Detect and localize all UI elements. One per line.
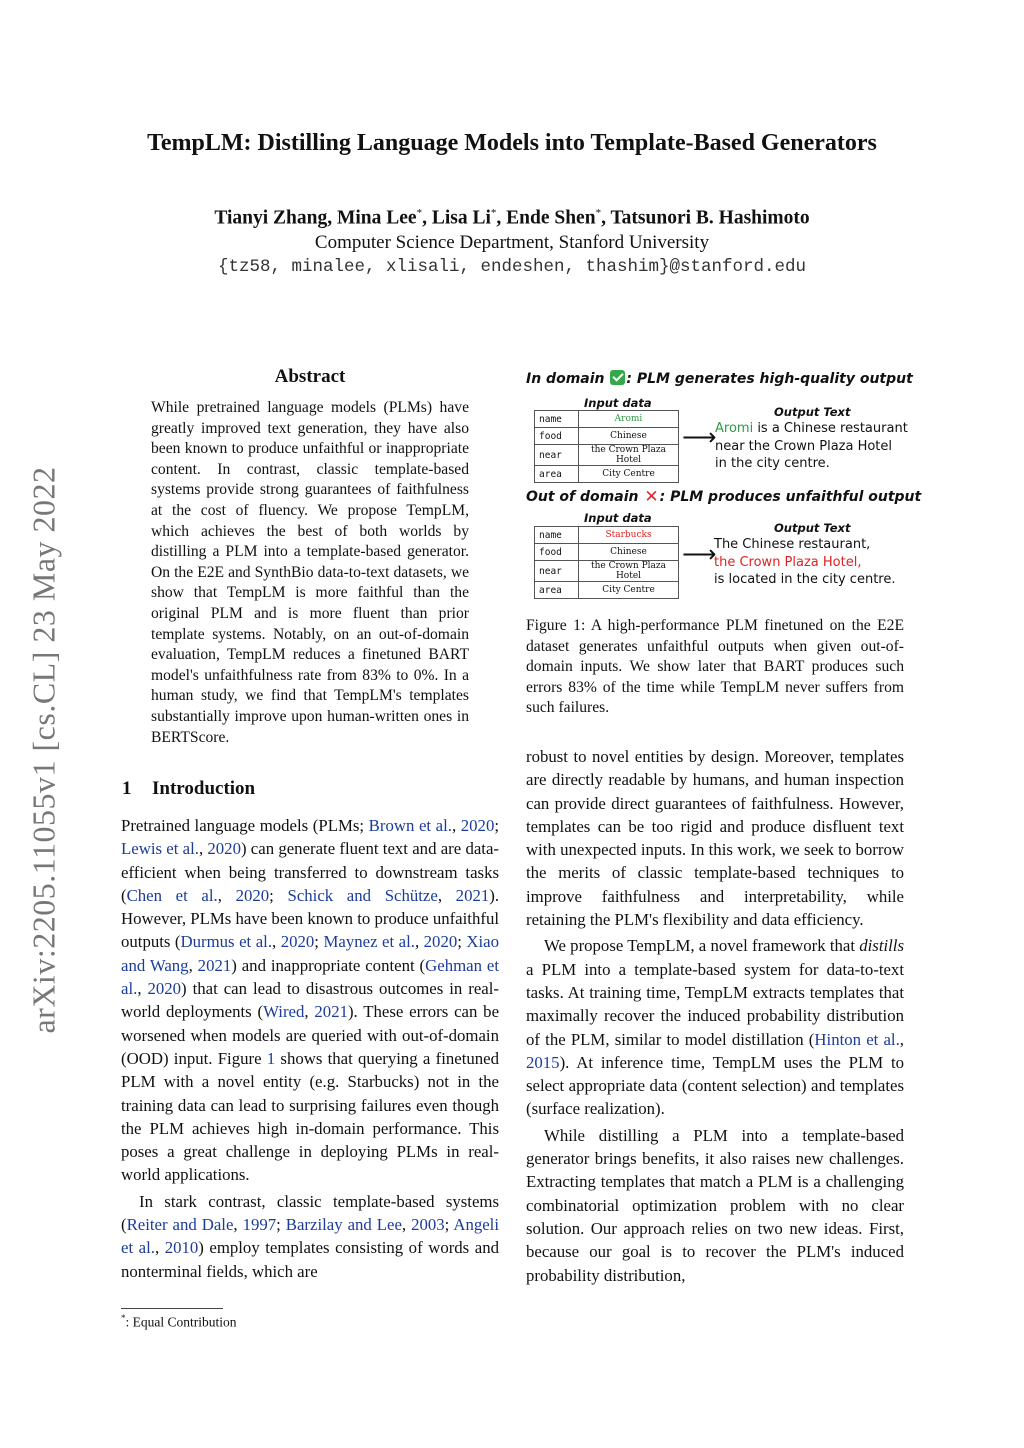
text-run: In stark contrast, classic template-based systems ( (121, 1191, 499, 1235)
citation-link[interactable]: Gehman et al. (121, 955, 499, 999)
table-row (535, 428, 679, 445)
citation-link[interactable]: 2010 (164, 1238, 199, 1258)
text-run: , (188, 955, 198, 975)
text-run: robust to novel entities by design. Moreover, templates are directly readable by humans, and human inspection can provide direct guarantees of faithfulness. However, templates can be too rigid and produce disfluent text with unexpected inputs. In this work, we seek to borrow the merits of classic template-based techniques to improve faithfulness and interpretability, while retaining the PLM's flexibility and data efficiency. (526, 747, 904, 930)
paragraph (121, 1190, 499, 1283)
citation-link[interactable]: Reiter and Dale (126, 1215, 234, 1235)
author: Mina Lee (336, 207, 417, 229)
affiliation: Computer Science Department, Stanford University (314, 232, 710, 253)
citation-link[interactable]: 2021 (314, 1002, 348, 1022)
table-row (535, 544, 679, 561)
arrow-icon: ⟶ (682, 423, 717, 451)
citation-link[interactable]: Durmus et al. (180, 932, 273, 952)
field-value: City Centre (579, 582, 679, 599)
section-number: 1 (122, 778, 132, 799)
citation-link[interactable]: Barzilay and Lee (285, 1215, 402, 1235)
field-key: area (535, 582, 579, 599)
text-run: , (401, 1215, 412, 1235)
field-key: food (535, 544, 579, 561)
field-key: food (535, 428, 579, 445)
text-run: , (198, 839, 208, 859)
text-run: , (233, 1215, 243, 1235)
text-run: , (437, 885, 456, 905)
cross-icon: ✕ (644, 487, 659, 507)
field-key: name (535, 527, 579, 544)
text-run: ; (444, 1215, 454, 1235)
citation-link[interactable]: Schick and Schütze (287, 885, 438, 905)
text-run: a PLM into a template-based system for data-to-text tasks. At training time, TempLM extracts templates that maximally recover the induced probability distribution of the PLM, similar to model distillation ( (526, 959, 904, 1049)
paragraph (121, 814, 499, 1187)
citation-link[interactable]: 2021 (197, 955, 232, 975)
text-run: We propose TempLM, a novel framework that (544, 936, 860, 956)
check-icon (610, 370, 625, 385)
author-emails[interactable]: {tz58, minalee, xlisali, endeshen, thashim}@stanford.edu (217, 257, 807, 277)
text-run: , (154, 1238, 165, 1258)
in-domain-header (526, 370, 913, 387)
arrow-icon: ⟶ (682, 540, 717, 568)
text-run: ; (494, 816, 499, 835)
ood-label: Out of domain (526, 489, 639, 505)
ood-description: : PLM produces unfaithful output (659, 489, 922, 505)
abstract-text: While pretrained language models (PLMs) have greatly improved text generation, they have also been known to produce unfaithful or inappropriate content. In contrast, classic template-based systems provide strong guarantees of faithfulness at the cost of fluency. We propose TempLM, which achieves the best of both worlds by distilling a PLM into a template-based generator. On the E2E and SynthBio data-to-text datasets, we show that TempLM is more faithful than the original PLM and is more fluent than prior template systems. Notably, on an out-of-domain evaluation, TempLM reduces a finetuned BART model's unfaithfulness rate from 83% to 0%. In a human study, we find that TempLM's templates substantially improve upon human-written ones in BERTScore. (151, 399, 469, 746)
citation-link[interactable]: 2020 (280, 932, 315, 952)
output-line: near the Crown Plaza Hotel (715, 438, 893, 454)
in-domain-input-table (534, 410, 679, 483)
author-list: Tianyi Zhang, Mina Lee*, Lisa Li*, Ende Shen*, Tatsunori B. Hashimoto (214, 207, 810, 229)
table-row (535, 466, 679, 483)
text-run: ). These errors can be worsened when models are queried with out-of-domain (OOD) input. Figure (121, 1002, 500, 1068)
intro-left-column (121, 814, 499, 1286)
paragraph (526, 745, 904, 931)
equal-contribution-mark: * (490, 207, 497, 219)
text-run: shows that querying a finetuned PLM with a novel entity (e.g. Starbucks) not in the training data can lead to surprising failures even though the PLM achieves high in-domain performance. This poses a great challenge in deploying PLMs in real-world applications. (121, 1048, 499, 1185)
citation-link[interactable]: Chen et al. (126, 885, 218, 905)
field-key: area (535, 466, 579, 483)
field-key: near (535, 561, 579, 582)
unfaithful-entity: the Crown Plaza Hotel, (714, 554, 862, 570)
ood-header (526, 487, 922, 507)
field-value: City Centre (579, 466, 679, 483)
ood-output (714, 536, 895, 589)
text-run: ; (457, 932, 467, 952)
citation-link[interactable]: Xiao and Wang (121, 932, 500, 975)
citation-link[interactable]: 2020 (423, 932, 458, 952)
input-data-label: Input data (584, 396, 652, 410)
section-heading (122, 778, 255, 800)
text-run: , (272, 932, 281, 952)
table-row (535, 561, 679, 582)
in-domain-label: In domain (526, 371, 605, 387)
text-run: , (217, 885, 236, 905)
table-row (535, 445, 679, 466)
citation-link[interactable]: 2020 (460, 816, 495, 835)
citation-link[interactable]: 2021 (455, 885, 490, 905)
text-run: ) and inappropriate content ( (231, 955, 426, 975)
table-row (535, 527, 679, 544)
text-run: While distilling a PLM into a template-based generator brings benefits, it also raises new challenges. Extracting templates that match a PLM is a challenging combinatorial optimization problem with no clear solution. Our approach relies on two new ideas. First, because our goal is to recover the PLM's induced probability distribution, (526, 1125, 904, 1285)
field-key: name (535, 411, 579, 428)
paragraph (526, 1124, 904, 1287)
in-domain-description: : PLM generates high-quality output (626, 371, 913, 387)
footnote-text: : Equal Contribution (125, 1314, 237, 1330)
citation-link[interactable]: 2015 (526, 1052, 560, 1072)
text-run: , (137, 979, 148, 999)
field-value: Chinese (579, 544, 679, 561)
text-run: ). However, PLMs have been known to produce unfaithful outputs ( (121, 885, 500, 952)
paper-title: TempLM: Distilling Language Models into Template-Based Generators (147, 130, 877, 156)
output-line (715, 420, 908, 438)
text-run: , (899, 1029, 904, 1049)
equal-contribution-mark: * (416, 207, 423, 219)
citation-link[interactable]: 2003 (411, 1215, 445, 1235)
arxiv-identifier-text: arXiv:2205.11055v1 [cs.CL] 23 May 2022 (25, 466, 62, 1034)
output-line-text: is a Chinese restaurant (753, 421, 908, 436)
citation-link[interactable]: 2020 (147, 979, 182, 999)
paragraph (526, 934, 904, 1120)
citation-link[interactable]: Angeli et al. (121, 1215, 500, 1258)
output-text-label: Output Text (774, 521, 851, 535)
intro-right-column (526, 745, 904, 1290)
input-data-label: Input data (584, 511, 652, 525)
text-run: ) employ templates consisting of words and nonterminal fields, which are (121, 1238, 499, 1281)
output-line: in the city centre. (715, 456, 830, 471)
field-value: the Crown Plaza Hotel (579, 561, 679, 582)
citation-link[interactable]: 1997 (242, 1215, 277, 1235)
text-run: ). At inference time, TempLM uses the PLM to select appropriate data (content selection) and templates (surface realization). (526, 1052, 904, 1119)
field-key: near (535, 445, 579, 466)
author: Lisa Li (431, 207, 491, 229)
citation-link[interactable]: Wired (263, 1002, 305, 1022)
citation-link[interactable]: 2020 (235, 885, 270, 905)
text-run: , (414, 932, 424, 952)
equal-contribution-mark: * (595, 207, 602, 219)
output-line: The Chinese restaurant, (714, 537, 871, 552)
author: Ende Shen (506, 207, 596, 229)
field-value: Aromi (579, 411, 679, 428)
text-run: ) can generate fluent text and are data-efficient when being transferred to downstream tasks ( (121, 839, 499, 905)
text-run: ) that can lead to disastrous outcomes in real-world deployments ( (121, 979, 499, 1022)
citation-link[interactable]: Brown et al. (368, 816, 452, 835)
ood-input-table (534, 526, 679, 599)
figure-1 (526, 366, 922, 616)
output-line: is located in the city centre. (714, 572, 896, 587)
figure-caption: Figure 1: A high-performance PLM finetuned on the E2E dataset generates unfaithful outputs when given out-of-domain inputs. We show later that BART produces such errors 83% of the time while TempLM never suffers from such failures. (526, 617, 904, 717)
footnote-mark: * (121, 1313, 126, 1323)
citation-link[interactable]: Lewis et al. (121, 839, 199, 859)
text-run: ; (314, 932, 324, 952)
text-run: ; (276, 1215, 286, 1235)
in-domain-output (715, 420, 908, 473)
citation-link[interactable]: 1 (266, 1048, 276, 1068)
abstract-heading: Abstract (274, 366, 346, 387)
footnote-rule (121, 1308, 223, 1309)
citation-link[interactable]: Hinton et al. (814, 1029, 900, 1049)
citation-link[interactable]: Maynez et al. (323, 932, 415, 952)
text-run: ; (269, 885, 288, 905)
field-value: the Crown Plaza Hotel (579, 445, 679, 466)
output-text-label: Output Text (774, 405, 851, 419)
author: Tatsunori B. Hashimoto (610, 207, 810, 229)
faithful-entity: Aromi (715, 421, 754, 436)
citation-link[interactable]: 2020 (207, 839, 241, 859)
table-row (535, 411, 679, 428)
text-run: Pretrained language models (PLMs; (121, 816, 369, 835)
footnote (121, 1313, 237, 1331)
field-value: Chinese (579, 428, 679, 445)
table-row (535, 582, 679, 599)
field-value: Starbucks (579, 527, 679, 544)
text-run: , (304, 1002, 315, 1022)
text-run: , (451, 816, 461, 835)
section-title: Introduction (152, 778, 256, 799)
emphasis: distills (859, 936, 904, 956)
author: Tianyi Zhang (214, 207, 328, 229)
